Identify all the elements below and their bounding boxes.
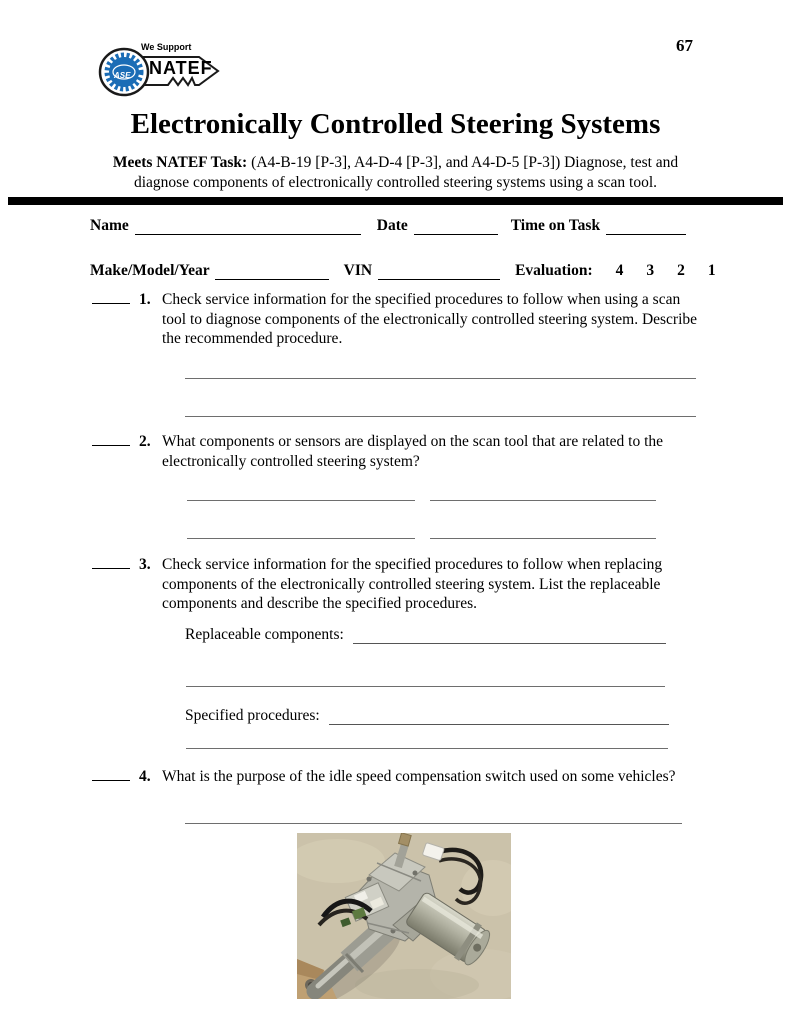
- evaluation-score-1[interactable]: 1: [707, 262, 716, 279]
- time-on-task-field[interactable]: [606, 218, 686, 235]
- vin-field[interactable]: [378, 263, 500, 280]
- question-2: [92, 432, 708, 471]
- make-model-year-label: Make/Model/Year: [90, 262, 210, 279]
- time-on-task-label: Time on Task: [510, 217, 601, 234]
- specified-procedures-field[interactable]: [329, 708, 669, 725]
- make-model-year-field[interactable]: [215, 263, 329, 280]
- name-field[interactable]: [135, 218, 361, 235]
- question-2-text: What components or sensors are displayed on the scan tool that are related to the electronically controlled steering system?: [162, 433, 664, 470]
- steering-column-photo: [297, 833, 511, 999]
- question-1-number: 1.: [139, 291, 151, 308]
- vin-label: VIN: [343, 262, 373, 279]
- question-2-answer-line-2-right[interactable]: [430, 538, 656, 539]
- specified-procedures-label: Specified procedures:: [185, 707, 320, 724]
- question-2-number: 2.: [139, 433, 151, 450]
- question-1-text: Check service information for the specified procedures to follow when using a scan tool to diagnose components of the electronically controlled steering system. Describe the recommended procedure.: [162, 291, 698, 347]
- question-4-text: What is the purpose of the idle speed compensation switch used on some vehicles?: [162, 768, 676, 785]
- question-3-text: Check service information for the specified procedures to follow when replacing components of the electronically controlled steering system. List the replaceable components and describe the specified procedures.: [162, 556, 663, 612]
- question-3-answer-line-2[interactable]: [186, 748, 668, 749]
- question-4-score-blank[interactable]: [92, 767, 130, 781]
- question-4: [92, 767, 708, 787]
- question-2-score-blank[interactable]: [92, 432, 130, 446]
- task-label: Meets NATEF Task:: [112, 154, 248, 171]
- question-4-number: 4.: [139, 768, 151, 785]
- evaluation-label: Evaluation:: [515, 262, 593, 279]
- natef-logo: [97, 42, 223, 98]
- question-3-score-blank[interactable]: [92, 555, 130, 569]
- evaluation-score-4[interactable]: 4: [615, 262, 624, 279]
- specified-procedures-row: [185, 707, 669, 725]
- evaluation-score-2[interactable]: 2: [677, 262, 685, 279]
- form-row-identity: [90, 217, 708, 235]
- logo-we-support-text: We Support: [141, 42, 192, 52]
- replaceable-components-field[interactable]: [353, 627, 666, 644]
- logo-ase-text: ASE: [114, 71, 131, 80]
- page-title: Electronically Controlled Steering Systems: [130, 108, 661, 140]
- replaceable-components-label: Replaceable components:: [185, 626, 344, 643]
- steering-column-photo-image: [297, 833, 511, 999]
- question-1-answer-line-2[interactable]: [185, 416, 696, 417]
- replaceable-components-row: [185, 626, 666, 644]
- question-2-answer-line-1-right[interactable]: [430, 500, 656, 501]
- name-label: Name: [90, 217, 129, 234]
- divider-rule: [8, 197, 783, 205]
- question-3-number: 3.: [139, 556, 151, 573]
- task-line-2: diagnose components of electronically controlled steering systems using a scan tool.: [134, 174, 657, 191]
- form-row-vehicle: [90, 262, 716, 280]
- question-2-answer-line-1-left[interactable]: [187, 500, 415, 501]
- logo-natef-text: NATEF: [149, 58, 213, 78]
- question-1: [92, 290, 708, 349]
- question-4-answer-line-1[interactable]: [185, 823, 682, 824]
- question-3-answer-line-1[interactable]: [186, 686, 665, 687]
- question-1-score-blank[interactable]: [92, 290, 130, 304]
- question-1-answer-line-1[interactable]: [185, 378, 696, 379]
- task-codes: (A4-B-19 [P-3], A4-D-4 [P-3], and A4-D-5 [P-3]) Diagnose, test and: [251, 154, 679, 171]
- question-3: [92, 555, 708, 614]
- date-label: Date: [376, 217, 408, 234]
- natef-task-subtitle: [0, 153, 791, 193]
- question-2-answer-line-2-left[interactable]: [187, 538, 415, 539]
- page-number: 67: [676, 36, 693, 55]
- date-field[interactable]: [414, 218, 498, 235]
- evaluation-score-3[interactable]: 3: [646, 262, 655, 279]
- task-line-1: [0, 153, 791, 173]
